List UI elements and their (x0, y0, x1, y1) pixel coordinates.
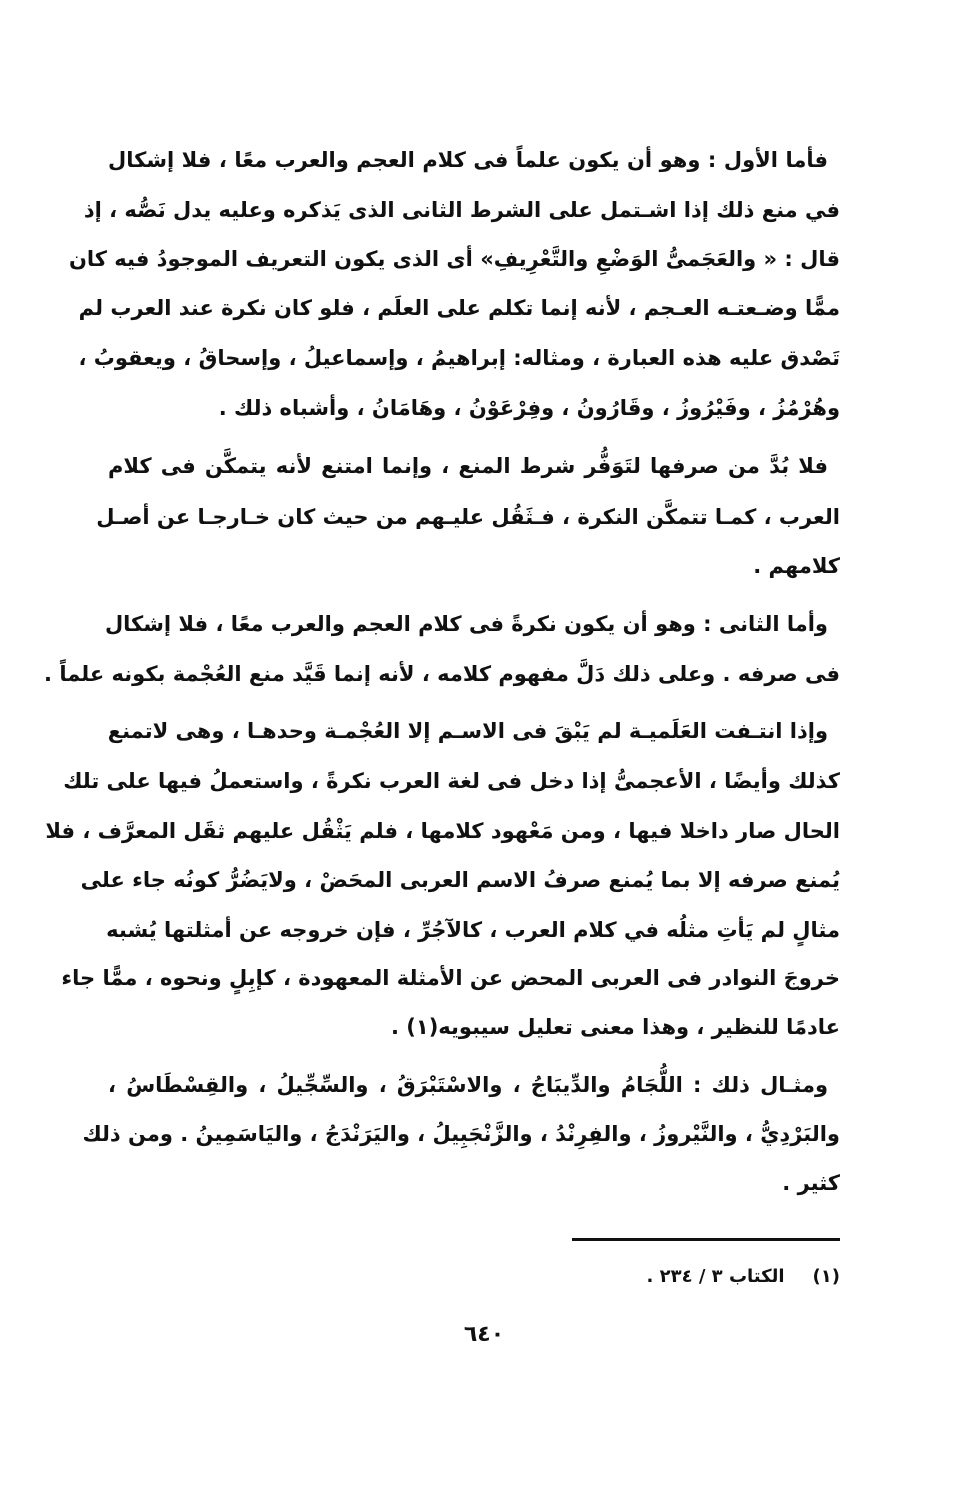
text-line: يُمنع صرفه إلا بما يُمنع صرفُ الاسم العربى المحَضْ ، ولايَضُرُّ كونُه جاء على (80, 868, 840, 892)
text-line: كلامهم . (753, 554, 840, 578)
text-line: مثالٍ لم يَأتِ مثلُه في كلام العرب ، كالآجُرِّ ، فإن خروجه عن أمثلتها يُشبه (106, 918, 840, 942)
text-line: ومثـال ذلك : اللُّجَامُ والدِّيبَاجُ ، والاسْتَبْرَقُ ، والسِّجِّيلُ ، والقِسْطَاسُ ، (108, 1073, 828, 1097)
text-line: كذلك وأيضًا ، الأعجمىُّ إذا دخل فى لغة العرب نكرةً ، واستعملُ فيها على تلك (63, 769, 840, 793)
text-line: ممًّا وضـعتـه العـجم ، لأنه إنما تكلم على العلَم ، فلو كان نكرة عند العرب لم (78, 296, 840, 320)
text-line: وأما الثانى : وهو أن يكون نكرةً فى كلام العجم والعرب معًا ، فلا إشكال (104, 612, 828, 636)
text-line: العرب ، كمـا تتمكَّن النكرة ، فـثَقُل عليـهم من حيث كان خـارجـا عن أصـل (96, 505, 840, 529)
text-line: فى صرفه . وعلى ذلك دَلَّ مفهوم كلامه ، لأنه إنما قَيَّد منع العُجْمة بكونه علماً . (44, 662, 840, 686)
text-line: والبَرْدِيُّ ، والنَّيْروزُ ، والفِرِنْدُ ، والزَّنْجَبِيلُ ، واليَرَنْدَجُ ، واليَاسَمِينُ . ومن ذلك (82, 1122, 840, 1146)
footnote-number: (١) (812, 1266, 840, 1287)
text-line: الحال صار داخلا فيها ، ومن مَعْهود كلامها ، فلم يَثْقُل عليهم ثقَل المعرَّف ، فلا (45, 819, 840, 843)
text-line: تَصْدق عليه هذه العبارة ، ومثاله: إبراهيمُ ، وإسماعيلُ ، وإسحاقُ ، ويعقوبُ ، (78, 346, 840, 370)
text-line: فأما الأول : وهو أن يكون علماً فى كلام العجم والعرب معًا ، فلا إشكال (108, 148, 828, 172)
text-line: عادمًا للنظير ، وهذا معنى تعليل سيبويه(١) . (390, 1015, 840, 1039)
footnote-divider (572, 1238, 840, 1241)
text-line: وهُرْمُزُ ، وفَيْرُوزُ ، وقَارُونُ ، وفِرْعَوْنُ ، وهَامَانُ ، وأشباه ذلك . (218, 396, 840, 420)
text-line: وإذا انتـفت العَلَميـة لم يَبْقَ فى الاسـم إلا العُجْمـة وحدهـا ، وهى لاتمنع (107, 719, 828, 743)
text-line: قال : « والعَجَمىُّ الوَضْعِ والتَّعْرِيفِ» أى الذى يكون التعريف الموجودُ فيه كان (68, 247, 840, 271)
text-line: خروجَ النوادر فى العربى المحض عن الأمثلة المعهودة ، كإبِلٍ ونحوه ، ممًّا جاء (61, 966, 840, 990)
footnote (646, 1262, 840, 1292)
footnote-text: الكتاب ٣ / ٢٣٤ . (646, 1266, 785, 1287)
page-number: ٦٤٠ (463, 1322, 505, 1347)
text-line: في منع ذلك إذا اشـتمل على الشرط الثانى الذى يَذكره وعليه يدل نَصُّه ، إذ (83, 198, 840, 222)
text-line: فلا بُدَّ من صرفها لتَوَفُّر شرط المنع ، وإنما امتنع لأنه يتمكَّن فى كلام (108, 454, 828, 478)
text-line: كثير . (782, 1171, 840, 1195)
